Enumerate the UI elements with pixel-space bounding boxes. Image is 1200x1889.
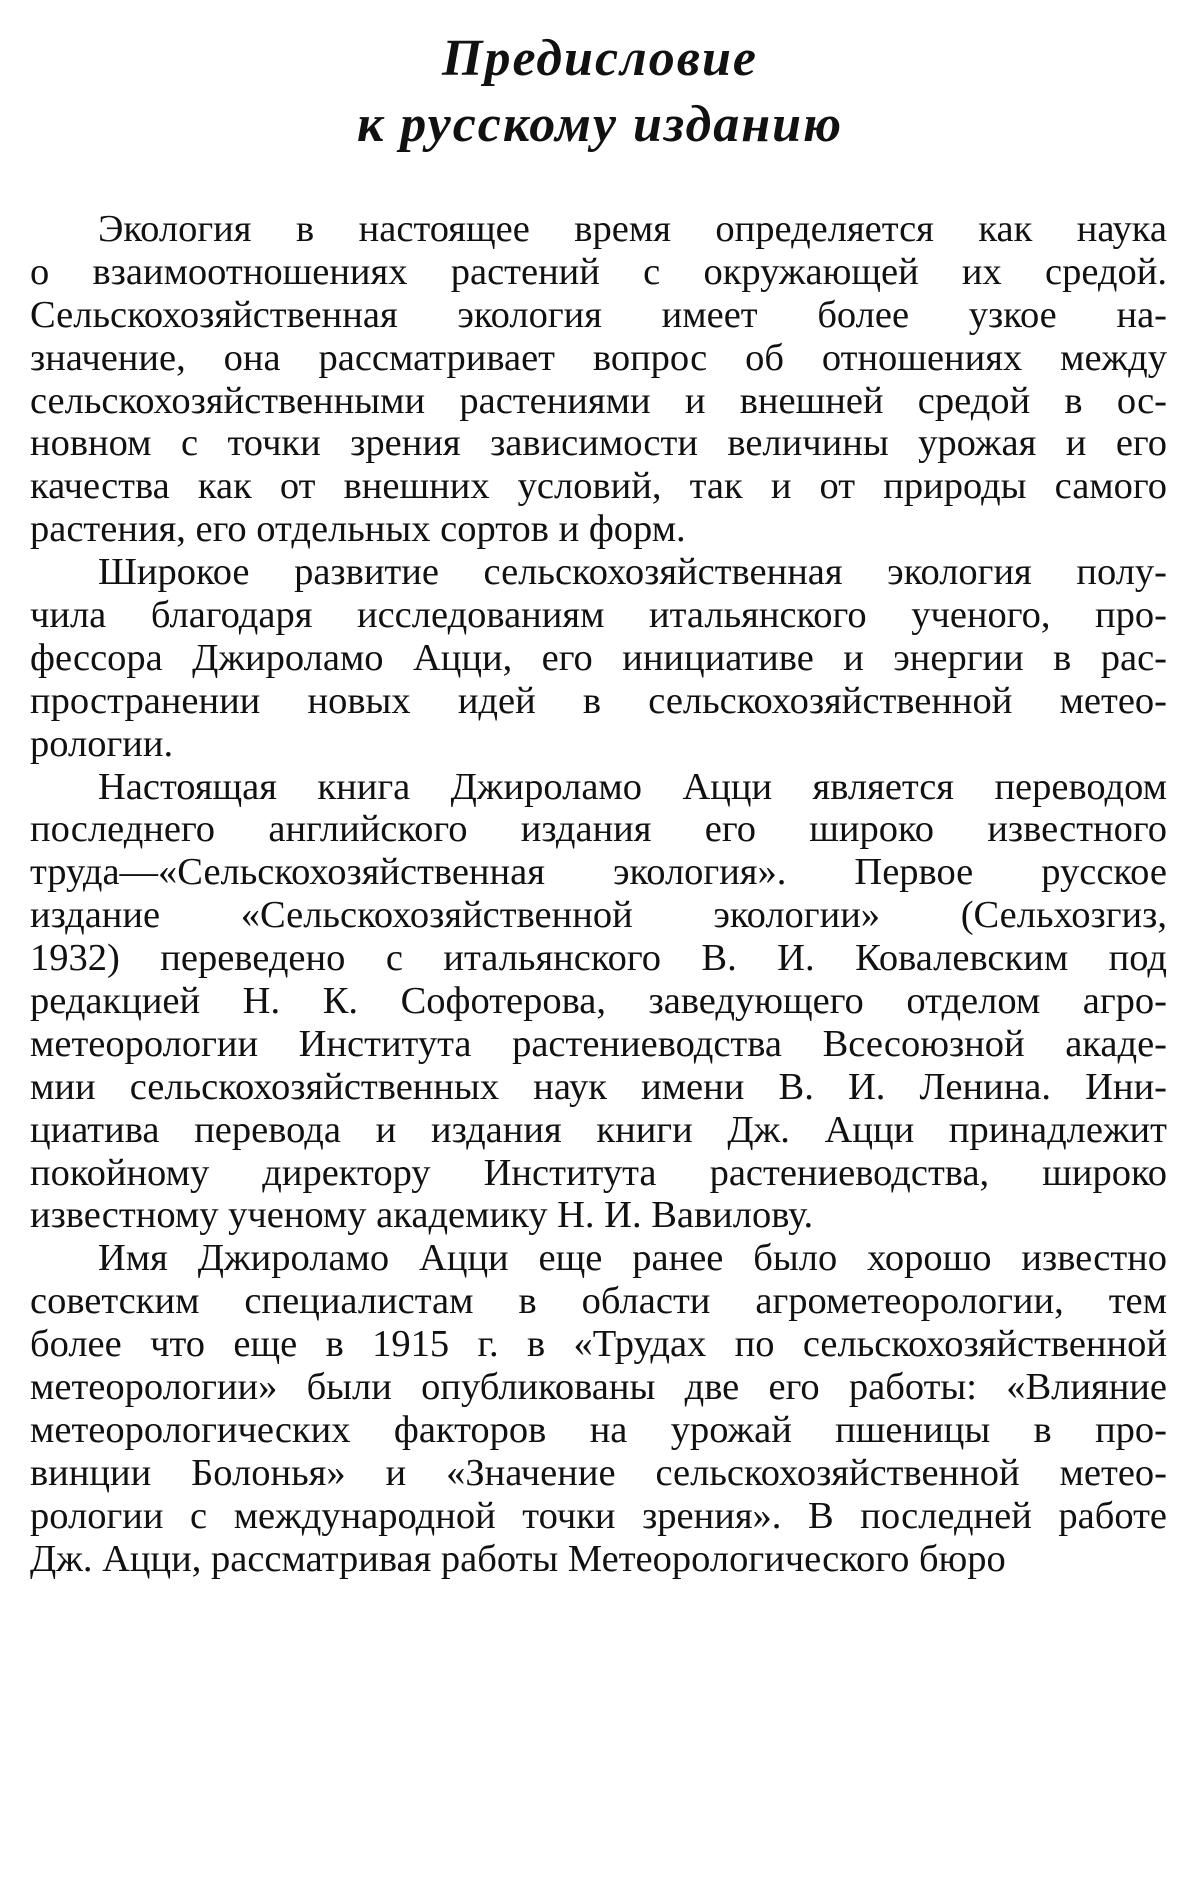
- paragraph-line: последнего английского издания его широко известного: [30, 808, 1167, 851]
- paragraph-line: чила благодаря исследованиям итальянского ученого, про-: [30, 594, 1167, 637]
- paragraph-line: сельскохозяйственными растениями и внешней средой в ос-: [30, 379, 1167, 422]
- paragraph-line: редакцией Н. К. Софотерова, заведующего отделом агро-: [30, 980, 1167, 1023]
- paragraph-line: известному ученому академику Н. И. Вавилову.: [30, 1194, 814, 1237]
- paragraph-line: Настоящая книга Джироламо Ацци является переводом: [98, 765, 1167, 808]
- heading-line-1: Предисловие: [442, 30, 758, 87]
- heading-line-2: к русскому изданию: [356, 96, 844, 153]
- paragraph-line: растения, его отдельных сортов и форм.: [30, 508, 686, 551]
- paragraph-line: циатива перевода и издания книги Дж. Ацци принадлежит: [30, 1108, 1167, 1151]
- paragraph: [30, 208, 1167, 551]
- paragraph-line: метеорологических факторов на урожай пшеницы в про-: [30, 1408, 1167, 1451]
- paragraph-line: 1932) переведено с итальянского В. И. Ковалевским под: [30, 937, 1167, 980]
- paragraph-line: о взаимоотношениях растений с окружающей их средой.: [30, 250, 1167, 293]
- paragraph-line: мии сельскохозяйственных наук имени В. И. Ленина. Ини-: [30, 1065, 1167, 1108]
- body-text: [30, 208, 1167, 1581]
- paragraph-line: более что еще в 1915 г. в «Трудах по сельскохозяйственной: [30, 1323, 1167, 1366]
- paragraph-line: значение, она рассматривает вопрос об отношениях между: [30, 336, 1167, 379]
- section-heading: [0, 26, 1200, 158]
- paragraph-line: качества как от внешних условий, так и от природы самого: [30, 465, 1167, 508]
- paragraph-line: Сельскохозяйственная экология имеет более узкое на-: [30, 293, 1167, 336]
- paragraph-line: рологии с международной точки зрения». В последней работе: [30, 1494, 1167, 1537]
- paragraph-line: пространении новых идей в сельскохозяйственной метео-: [30, 679, 1167, 722]
- paragraph: [30, 766, 1167, 1238]
- paragraph-line: покойному директору Института растениеводства, широко: [30, 1151, 1167, 1194]
- paragraph-line: Дж. Ацци, рассматривая работы Метеорологического бюро: [30, 1537, 1006, 1580]
- paragraph-line: метеорологии» были опубликованы две его работы: «Влияние: [30, 1366, 1167, 1409]
- paragraph-line: Широкое развитие сельскохозяйственная экология полу-: [98, 551, 1167, 594]
- paragraph-line: труда—«Сельскохозяйственная экология». Первое русское: [30, 851, 1167, 894]
- paragraph-line: фессора Джироламо Ацци, его инициативе и энергии в рас-: [30, 636, 1167, 679]
- paragraph-line: советским специалистам в области агрометеорологии, тем: [30, 1280, 1167, 1323]
- paragraph-line: рологии.: [30, 722, 174, 765]
- paragraph-line: Экология в настоящее время определяется как наука: [98, 208, 1167, 250]
- paragraph-line: новном с точки зрения зависимости величины урожая и его: [30, 422, 1167, 465]
- paragraph: [30, 551, 1167, 765]
- paragraph: [30, 1237, 1167, 1580]
- paragraph-line: метеорологии Института растениеводства Всесоюзной акаде-: [30, 1022, 1167, 1065]
- paragraph-line: винции Болонья» и «Значение сельскохозяйственной метео-: [30, 1451, 1167, 1494]
- paragraph-line: издание «Сельскохозяйственной экологии» (Сельхозгиз,: [30, 894, 1167, 937]
- paragraph-line: Имя Джироламо Ацци еще ранее было хорошо известно: [98, 1237, 1167, 1280]
